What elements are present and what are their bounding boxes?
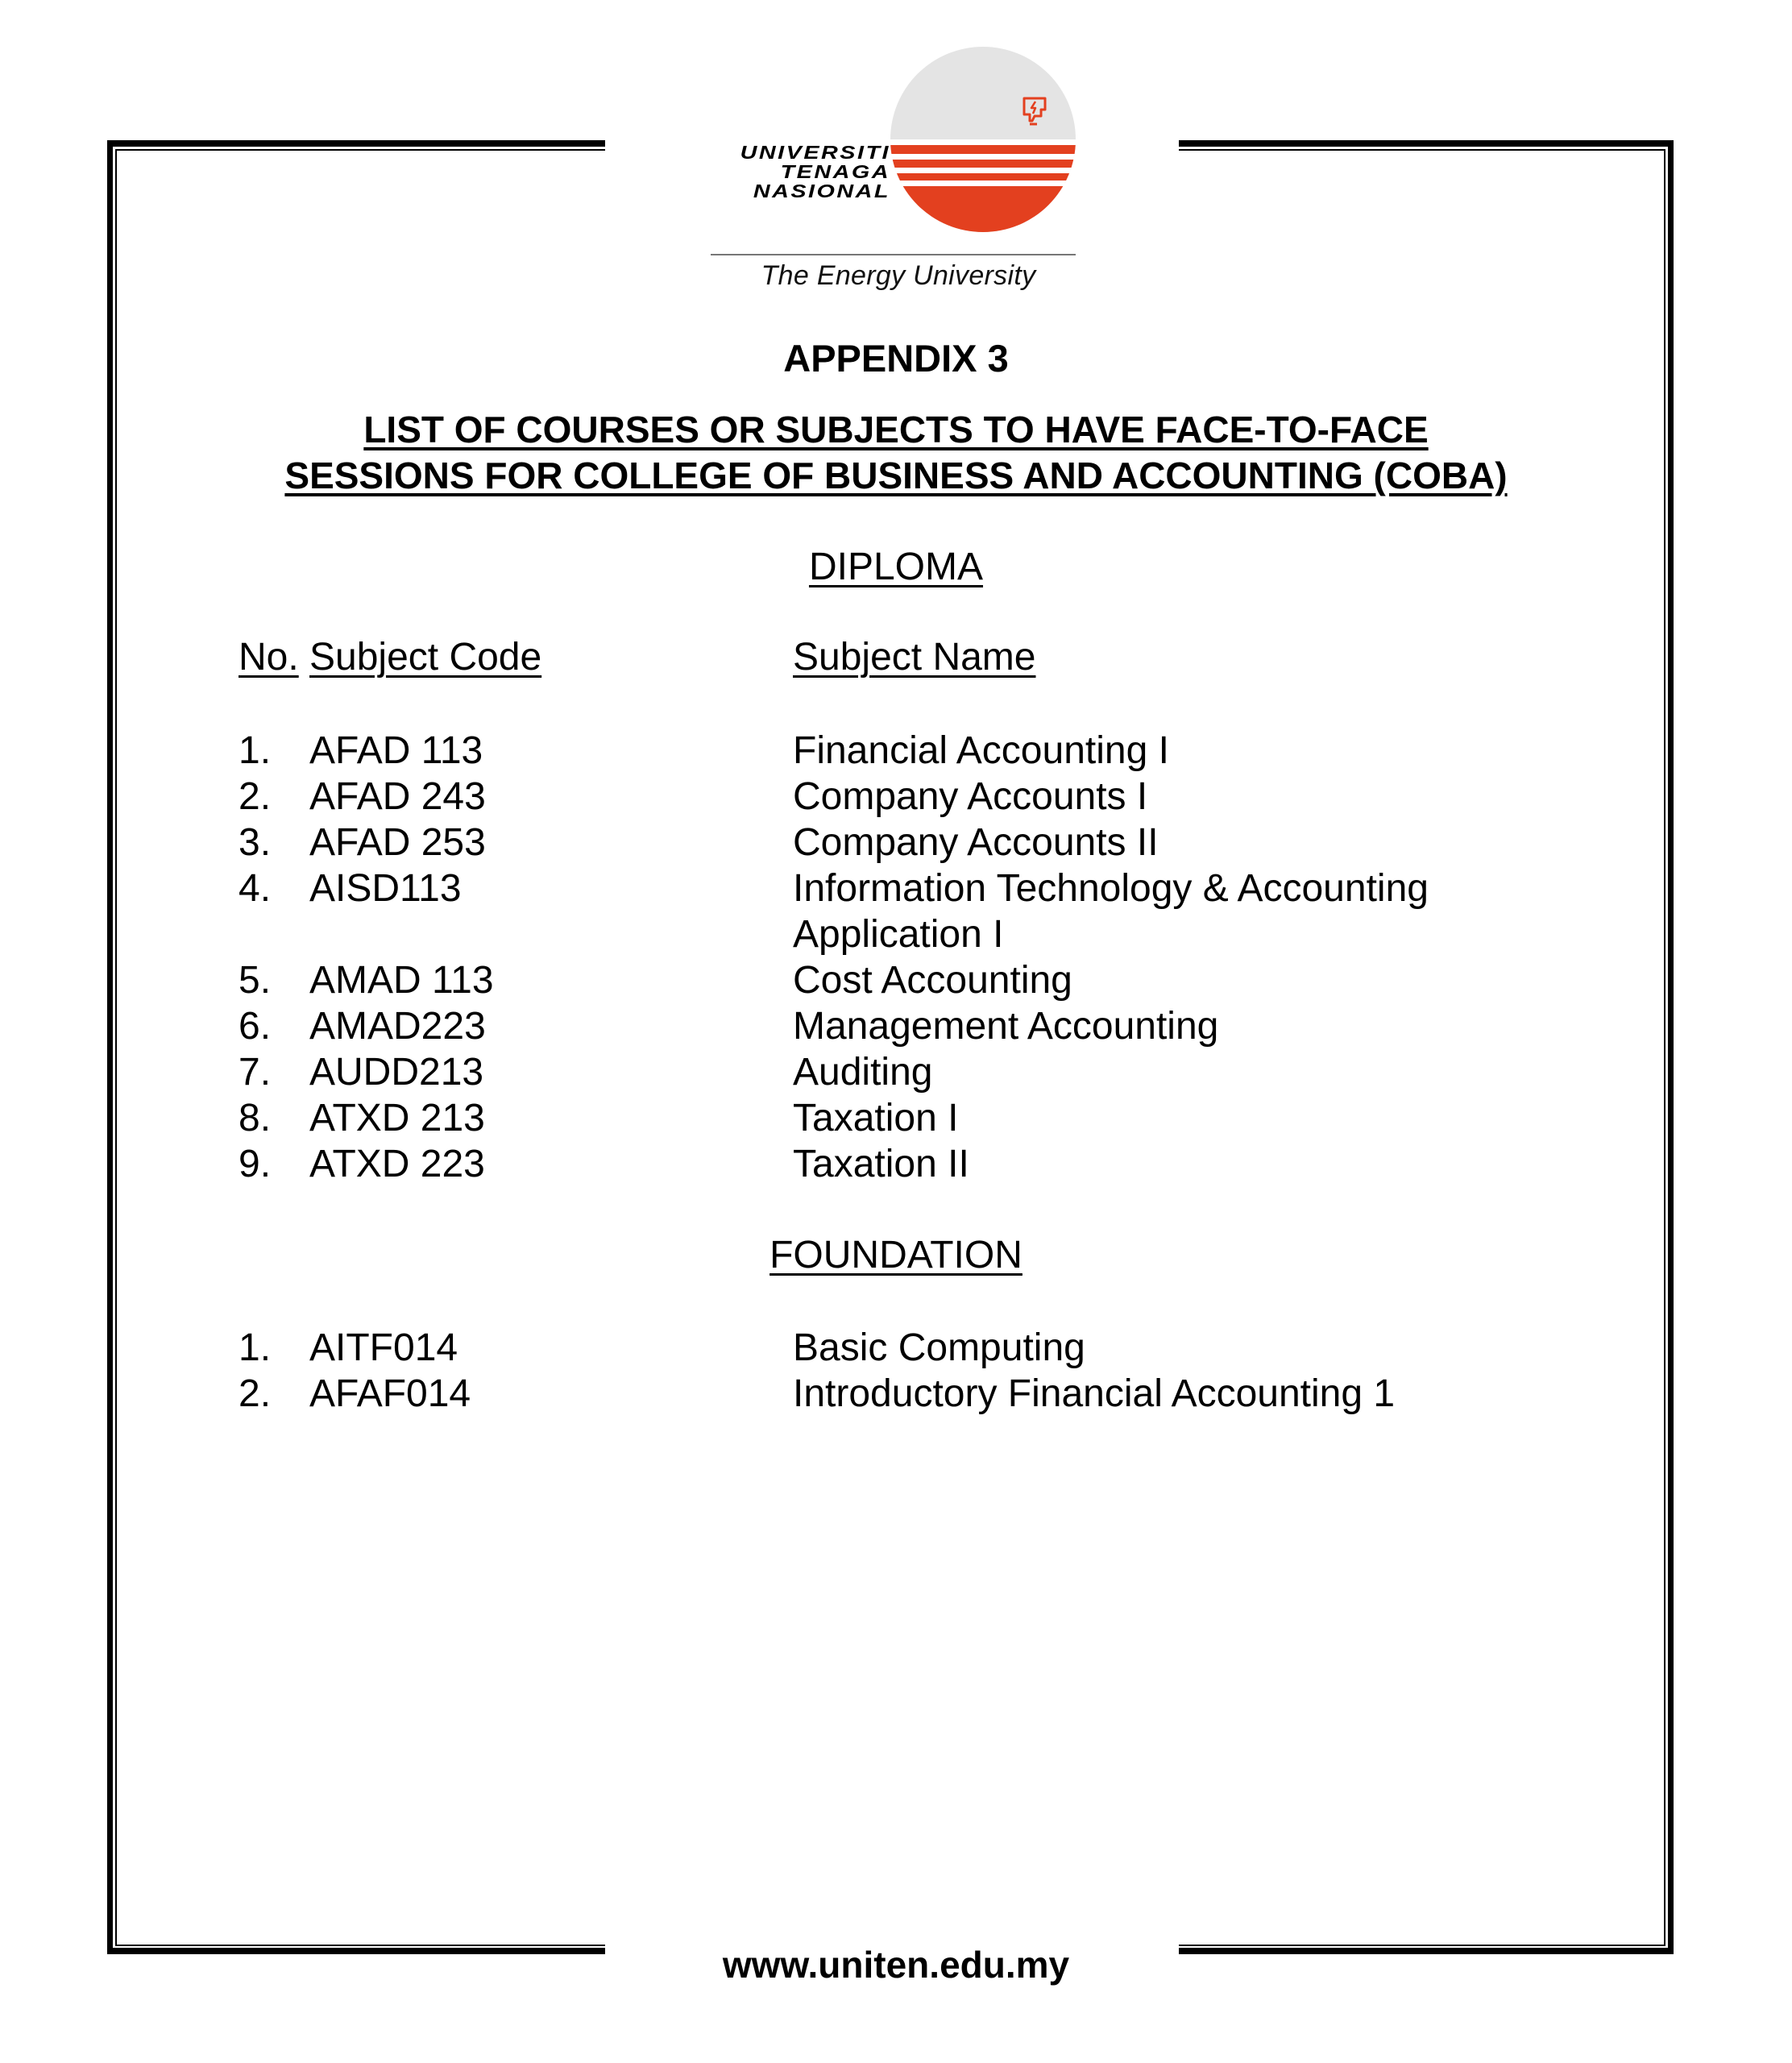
- section-title: FOUNDATION: [769, 1234, 1023, 1276]
- row-number: 1.: [239, 1326, 272, 1369]
- row-number: 9.: [239, 1143, 272, 1185]
- appendix-heading: APPENDIX 3: [783, 337, 1009, 380]
- emblem-stripe: [890, 145, 1076, 154]
- title-line: LIST OF COURSES OR SUBJECTS TO HAVE FACE-TO-FACE: [363, 409, 1429, 450]
- subject-name: Company Accounts I: [793, 775, 1148, 818]
- subject-name: Taxation I: [793, 1097, 959, 1139]
- subject-name: Management Accounting: [793, 1005, 1219, 1048]
- frame-top-right-line: [1179, 140, 1674, 147]
- subject-code: AMAD 113: [309, 959, 494, 1002]
- subject-code: AITF014: [309, 1326, 458, 1369]
- table-row: [0, 957, 1792, 1003]
- diploma-subject-list: [0, 728, 1792, 1187]
- table-row: [0, 1325, 1792, 1371]
- column-header-no: [239, 637, 299, 679]
- logo-wordmark-line: NASIONAL: [753, 181, 890, 201]
- column-header-label: Subject Code: [309, 636, 542, 679]
- subject-name: Cost Accounting: [793, 959, 1072, 1002]
- row-number: 3.: [239, 821, 272, 864]
- subject-code: ATXD 213: [309, 1097, 485, 1139]
- table-row: [0, 774, 1792, 820]
- column-header-label: Subject Name: [793, 636, 1036, 679]
- subject-name: Basic Computing: [793, 1326, 1085, 1369]
- subject-name: Information Technology & Accounting Application I: [793, 867, 1429, 956]
- subject-name: Auditing: [793, 1051, 933, 1094]
- foundation-subject-list: [0, 1325, 1792, 1417]
- emblem-stripe: [890, 160, 1076, 168]
- subject-code: AFAD 243: [309, 775, 486, 818]
- row-number: 2.: [239, 775, 272, 818]
- column-header-code: [309, 637, 541, 679]
- row-number: 4.: [239, 867, 272, 910]
- row-number: 5.: [239, 959, 272, 1002]
- subject-name: Financial Accounting I: [793, 729, 1169, 772]
- subject-code: ATXD 223: [309, 1143, 485, 1185]
- subject-code: AFAD 113: [309, 729, 483, 772]
- logo-wordmark-line: TENAGA: [780, 161, 890, 182]
- column-header-name: [793, 637, 1035, 679]
- title-line: SESSIONS FOR COLLEGE OF BUSINESS AND ACCOUNTING (COBA): [284, 455, 1508, 496]
- section-heading-diploma: [0, 546, 1792, 588]
- table-row: [0, 865, 1792, 957]
- table-row: [0, 728, 1792, 774]
- table-row: [0, 820, 1792, 865]
- table-row: [0, 1049, 1792, 1095]
- university-logo: [709, 44, 1088, 302]
- logo-emblem: [890, 47, 1076, 232]
- frame-top-left-line: [107, 140, 605, 147]
- row-number: 7.: [239, 1051, 272, 1094]
- table-row: [0, 1095, 1792, 1141]
- table-row: [0, 1003, 1792, 1049]
- section-heading-foundation: [0, 1235, 1792, 1276]
- column-header-label: No.: [239, 636, 299, 679]
- logo-tagline: The Energy University: [761, 260, 1036, 291]
- table-row: [0, 1141, 1792, 1187]
- row-number: 2.: [239, 1372, 272, 1415]
- subject-code: AUDD213: [309, 1051, 484, 1094]
- subject-code: AMAD223: [309, 1005, 486, 1048]
- frame-top-right-inner-line: [1179, 149, 1665, 151]
- table-row: [0, 1371, 1792, 1417]
- footer-website: www.uniten.edu.my: [722, 1944, 1070, 1986]
- subject-name: Taxation II: [793, 1143, 969, 1185]
- logo-wordmark: [664, 143, 890, 201]
- logo-wordmark-line: UNIVERSITI: [740, 142, 890, 163]
- subject-code: AISD113: [309, 867, 462, 910]
- frame-top-left-inner-line: [115, 149, 605, 151]
- document-title: [0, 407, 1792, 499]
- emblem-stripe: [890, 173, 1076, 181]
- subject-name: Introductory Financial Accounting 1: [793, 1372, 1396, 1415]
- row-number: 1.: [239, 729, 272, 772]
- row-number: 8.: [239, 1097, 272, 1139]
- emblem-red-bottom: [890, 186, 1076, 232]
- subject-name: Company Accounts II: [793, 821, 1159, 864]
- row-number: 6.: [239, 1005, 272, 1048]
- section-title: DIPLOMA: [808, 546, 984, 588]
- logo-divider: [711, 254, 1076, 255]
- subject-code: AFAF014: [309, 1372, 471, 1415]
- subject-code: AFAD 253: [309, 821, 486, 864]
